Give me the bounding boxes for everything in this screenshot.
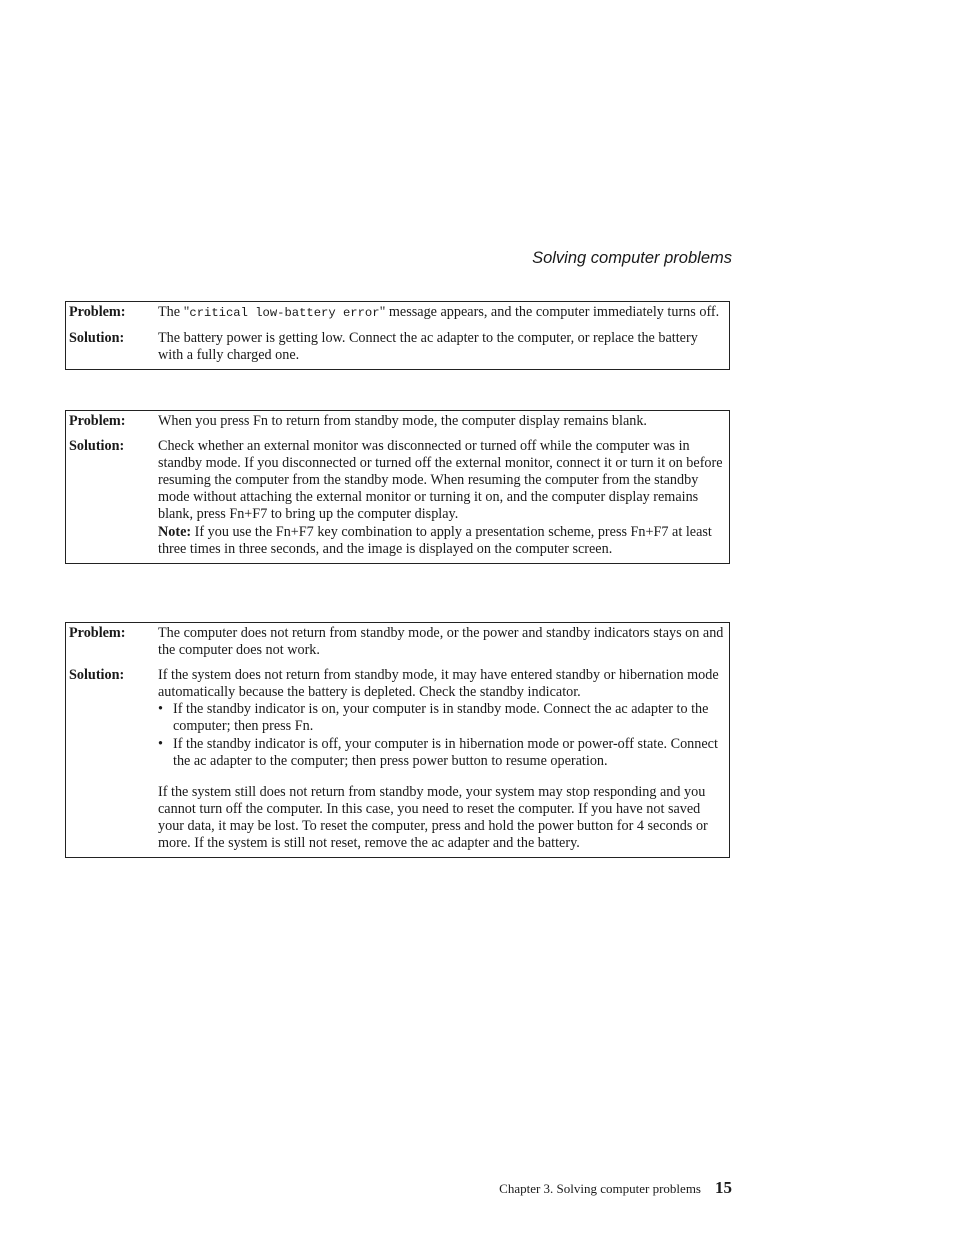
solution-row [66,667,729,852]
problem-text [158,304,729,322]
running-head-title: Solving computer problems [532,249,732,267]
problem-label: Problem: [69,304,126,320]
solution-row [66,330,729,364]
solution-label: Solution: [69,667,125,684]
bullet-icon: • [158,735,163,752]
problem-box-low-battery [65,301,730,370]
solution-text: The battery power is getting low. Connect the ac adapter to the computer, or replace the battery with a fully charged one. [158,330,698,364]
list-item [158,736,725,770]
note-text: If you use the Fn+F7 key combination to apply a presentation scheme, press Fn+F7 at least three times in three seconds, and the image is displayed on the computer screen. [158,523,712,557]
list-item [158,701,725,735]
problem-row [66,304,729,322]
solution-block [158,667,729,852]
problem-text-pre: The " [158,304,190,320]
solution-intro: If the system does not return from standby mode, it may have entered standby or hibernation mode automatically because the battery is depleted. Check the standby indicator. [158,667,719,701]
list-item-text: If the standby indicator is off, your computer is in hibernation mode or power-off state. Connect the ac adapter to the computer; then press power button to resume operation. [173,735,718,769]
page-number: 15 [715,1178,732,1197]
problem-text: When you press Fn to return from standby mode, the computer display remains blank. [158,413,647,429]
solution-outro: If the system still does not return from standby mode, your system may stop responding and you cannot turn off the computer. In this case, you need to reset the computer. If you have not saved your data, it may be lost. To reset the computer, press and hold the power button for 4 seconds or more. If the system is still not reset, remove the ac adapter and the battery. [158,783,708,852]
problem-row [66,625,729,659]
solution-block [158,438,729,558]
note-paragraph [158,524,725,558]
problem-text: The computer does not return from standby mode, or the power and standby indicators stays on and the computer does not work. [158,625,724,659]
problem-row [66,413,729,430]
problem-label: Problem: [69,413,126,429]
list-item-text: If the standby indicator is on, your computer is in standby mode. Connect the ac adapter to the computer; then press Fn. [173,701,709,735]
problem-box-blank-display [65,410,730,564]
problem-text-post: " message appears, and the computer immediately turns off. [379,304,720,320]
problem-box-standby-return [65,622,730,858]
error-message-code: critical low-battery error [189,306,380,320]
standby-indicator-list [158,701,725,769]
solution-label: Solution: [69,330,125,347]
solution-label: Solution: [69,438,125,455]
footer-chapter-title: Chapter 3. Solving computer problems [499,1181,701,1196]
page-footer [400,1178,732,1198]
solution-text: Check whether an external monitor was disconnected or turned off while the computer was in standby mode. If you disconnected or turned off the external monitor, connect it or turn it on before resuming the computer from the standby mode. When resuming the computer from the standby mode without attaching the external monitor or turning it on, and the computer display remains blank, press Fn+F7 to bring up the computer display. [158,438,723,523]
bullet-icon: • [158,701,163,718]
note-label: Note: [158,523,192,540]
solution-row [66,438,729,558]
problem-label: Problem: [69,625,126,641]
